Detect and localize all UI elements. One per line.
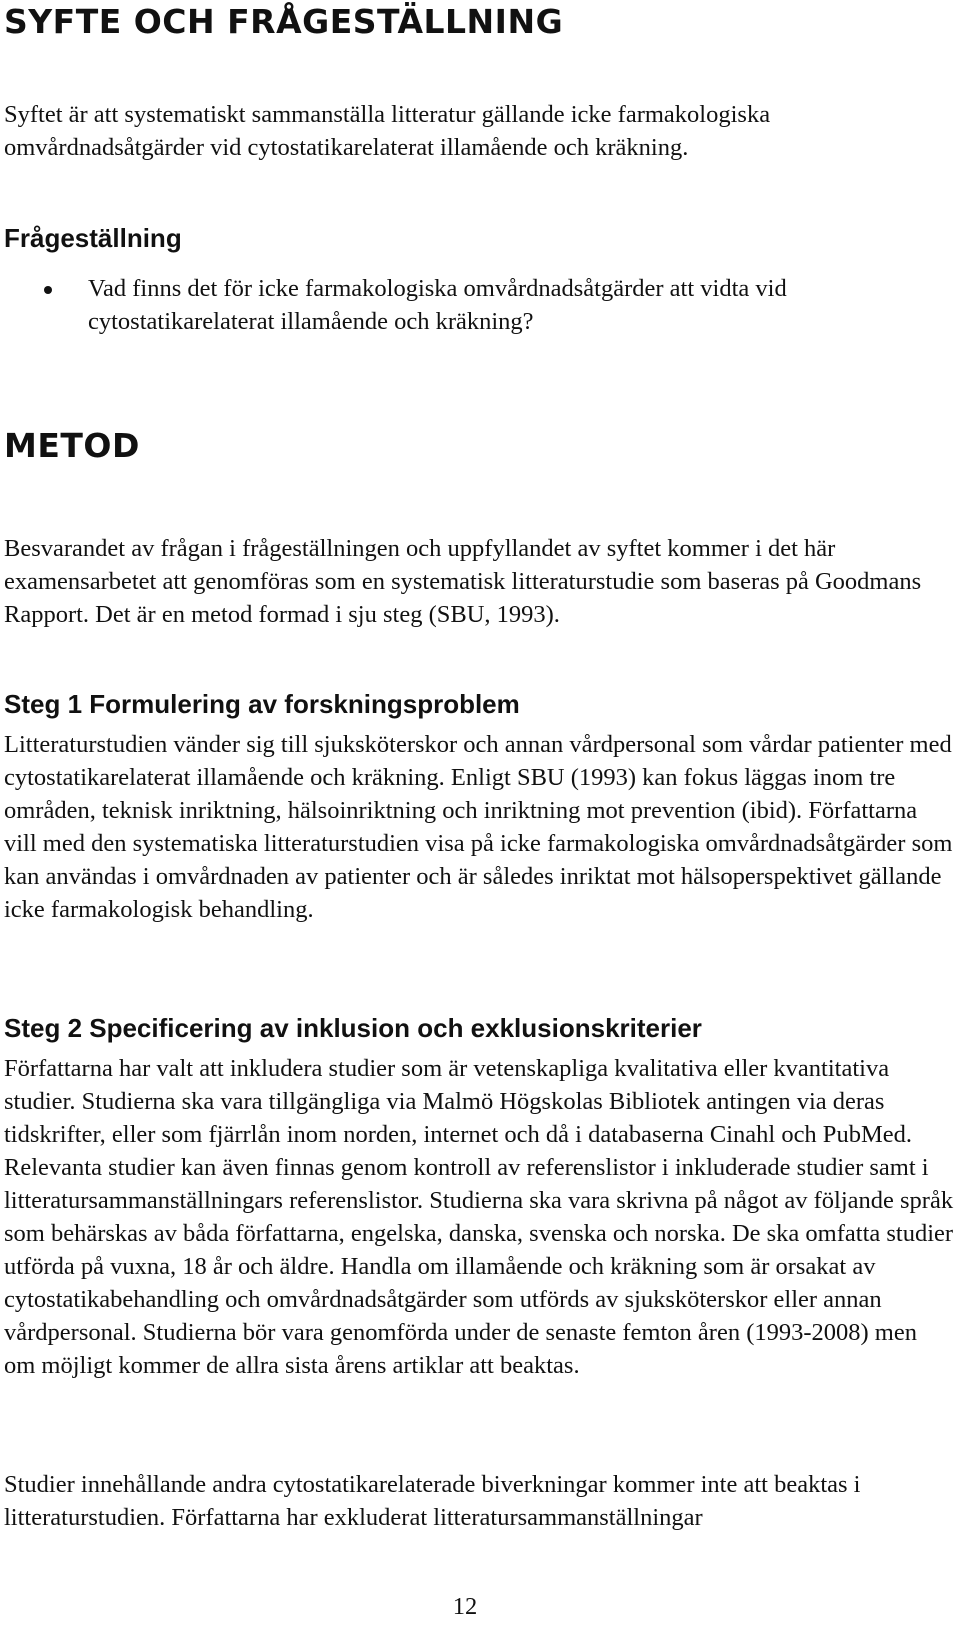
steg2-paragraph: Författarna har valt att inkludera studier som är vetenskapliga kvalitativa eller kvantitativa studier. Studierna ska vara tillgängliga via Malmö Högskolas Bibliotek antingen via deras tidskrifter, eller som fjärrlån inom norden, internet och då i databaserna Cinahl och PubMed. Relevanta studier kan även finnas genom kontroll av referenslistor i inkluderade studier samt i litteratursammanställningars referenslistor. Studierna ska vara skrivna på något av följande språk som behärskas av båda författarna, engelska, danska, svenska och norska. De ska omfatta studier utförda på vuxna, 18 år och äldre. Handla om illamående och kräkning som är orsakat av cytostatikabehandling och omvårdnadsåtgärder som utförds av sjuksköterskor eller annan vårdpersonal. Studierna bör vara genomförda under de senaste femton åren (1993-2008) men om möjligt kommer de allra sista årens artiklar att beaktas. <box>4 1055 954 1379</box>
page-number: 12 <box>452 1593 478 1620</box>
steg2-heading: Steg 2 Specificering av inklusion och exklusionskriterier <box>4 1013 702 1043</box>
fragestallning-bullet-text: Vad finns det för icke farmakologiska omvårdnadsåtgärder att vidta vid cytostatikarelaterat illamående och kräkning? <box>88 275 787 335</box>
steg2-paragraph-2: Studier innehållande andra cytostatikarelaterade biverkningar kommer inte att beaktas i litteraturstudien. Författarna har exkluderat litteratursammanställningar <box>4 1471 861 1531</box>
syfte-heading: SYFTE OCH FRÅGESTÄLLNING <box>4 2 564 41</box>
steg1-paragraph: Litteraturstudien vänder sig till sjuksköterskor och annan vårdpersonal som vårdar patienter med cytostatikarelaterat illamående och kräkning. Enligt SBU (1993) kan fokus läggas inom tre områden, teknisk inriktning, hälsoinriktning och inriktning mot prevention (ibid). Författarna vill med den systematiska litteraturstudien visa på icke farmakologiska omvårdnadsåtgärder som kan användas i omvårdnaden av patienter och är således inriktat mot hälsoperspektivet gällande icke farmakologisk behandling. <box>4 731 953 923</box>
syfte-paragraph: Syftet är att systematiskt sammanställa litteratur gällande icke farmakologiska omvårdnadsåtgärder vid cytostatikarelaterat illamående och kräkning. <box>4 101 771 161</box>
bullet-icon <box>44 286 52 294</box>
fragestallning-heading: Frågeställning <box>4 223 182 253</box>
metod-heading: METOD <box>4 426 140 465</box>
metod-paragraph: Besvarandet av frågan i frågeställningen och uppfyllandet av syftet kommer i det här examensarbetet att genomföras som en systematisk litteraturstudie som baseras på Goodmans Rapport. Det är en metod formad i sju steg (SBU, 1993). <box>4 535 922 628</box>
steg1-heading: Steg 1 Formulering av forskningsproblem <box>4 689 520 719</box>
